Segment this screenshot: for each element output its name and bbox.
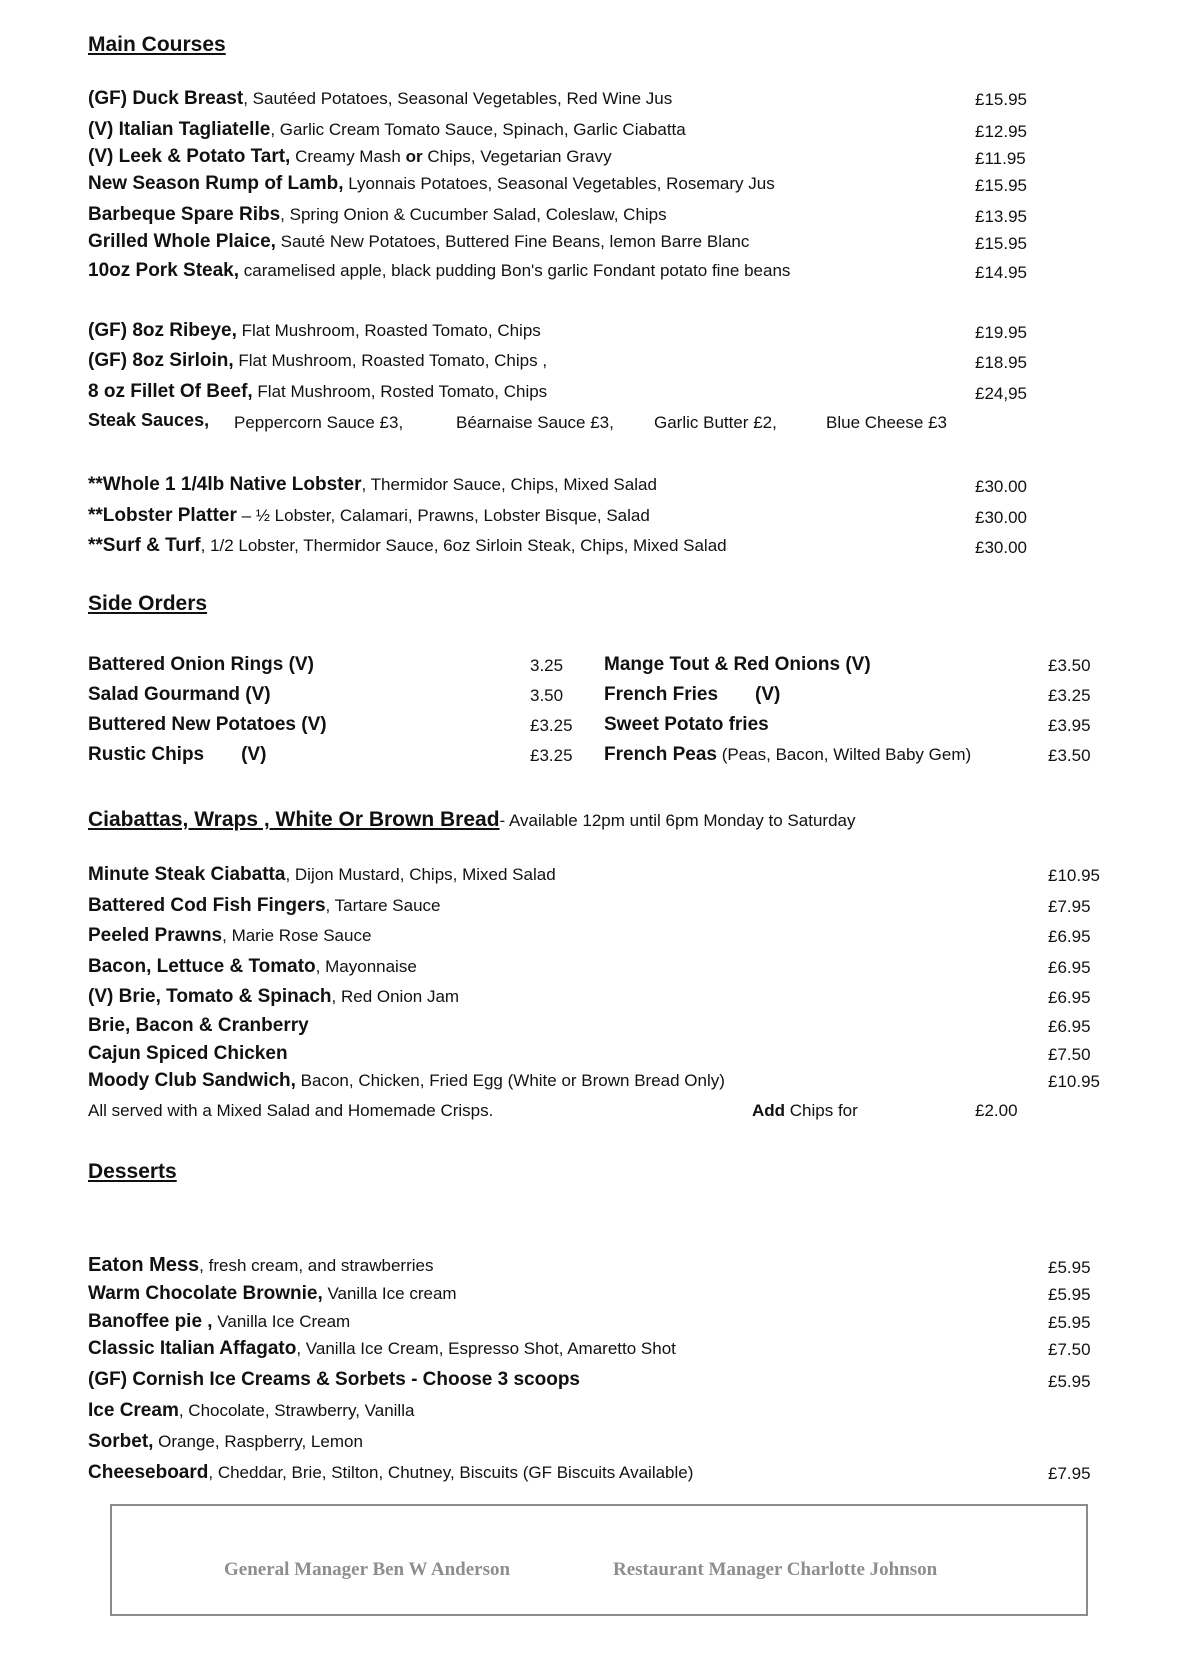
menu-item: Banoffee pie , Vanilla Ice Cream [88,1311,351,1332]
menu-item: (GF) 8oz Sirloin, Flat Mushroom, Roasted Tomato, Chips , [88,350,548,371]
main-courses-heading: Main Courses [88,33,226,56]
steak-sauce-option: Peppercorn Sauce £3, [234,413,404,432]
steak-sauces-row: Steak Sauces, [88,410,210,430]
menu-item-price: £5.95 [1048,1372,1091,1391]
menu-item: 10oz Pork Steak, caramelised apple, black pudding Bon's garlic Fondant potato fine beans [88,260,791,281]
menu-item: (V) Leek & Potato Tart, Creamy Mash or Chips, Vegetarian Gravy [88,146,612,167]
menu-item: Peeled Prawns, Marie Rose Sauce [88,925,372,946]
menu-item: **Whole 1 1/4lb Native Lobster, Thermidor Sauce, Chips, Mixed Salad [88,474,657,495]
steak-sauce-option: Garlic Butter £2, [654,413,777,432]
side-item-price: 3.25 [530,656,564,675]
menu-item-price: £6.95 [1048,958,1091,977]
menu-item-price: £7.95 [1048,897,1091,916]
steak-sauce-option: Béarnaise Sauce £3, [456,413,614,432]
menu-item-price: £15.95 [975,176,1027,195]
side-orders-heading: Side Orders [88,592,208,615]
menu-item: Battered Cod Fish Fingers, Tartare Sauce [88,895,441,916]
menu-item-price: £7.95 [1048,1464,1091,1483]
menu-item-price: £6.95 [1048,988,1091,1007]
general-manager: General Manager Ben W Anderson [224,1559,511,1580]
menu-item: (GF) 8oz Ribeye, Flat Mushroom, Roasted Tomato, Chips [88,320,541,341]
menu-item-price: £30.00 [975,508,1027,527]
menu-item: Moody Club Sandwich, Bacon, Chicken, Fried Egg (White or Brown Bread Only) [88,1070,725,1091]
side-item-price: £3.50 [1048,656,1091,675]
restaurant-manager: Restaurant Manager Charlotte Johnson [613,1559,938,1580]
side-item-price: £3.25 [530,746,573,765]
menu-item-price: £30.00 [975,538,1027,557]
menu-item: 8 oz Fillet Of Beef, Flat Mushroom, Rosted Tomato, Chips [88,381,548,402]
side-item-price: £3.25 [530,716,573,735]
served-note: All served with a Mixed Salad and Homemade Crisps. [88,1101,494,1120]
menu-item: Grilled Whole Plaice, Sauté New Potatoes, Buttered Fine Beans, lemon Barre Blanc [88,231,750,252]
menu-item: Ice Cream, Chocolate, Strawberry, Vanilla [88,1400,415,1421]
add-chips-price: £2.00 [975,1101,1018,1120]
side-item: Buttered New Potatoes (V) [88,714,327,735]
menu-item-price: £14.95 [975,263,1027,282]
side-item: Sweet Potato fries [604,714,769,735]
menu-item-price: £15.95 [975,90,1027,109]
side-item: French Peas (Peas, Bacon, Wilted Baby Gem) [604,744,972,765]
menu-item: New Season Rump of Lamb, Lyonnais Potatoes, Seasonal Vegetables, Rosemary Jus [88,173,775,194]
menu-item-price: £6.95 [1048,927,1091,946]
menu-item: (V) Brie, Tomato & Spinach, Red Onion Jam [88,986,460,1007]
menu-item: Bacon, Lettuce & Tomato, Mayonnaise [88,956,417,977]
menu-item-price: £19.95 [975,323,1027,342]
ciabattas-heading: Ciabattas, Wraps , White Or Brown Bread [88,808,500,831]
menu-item: Cheeseboard, Cheddar, Brie, Stilton, Chutney, Biscuits (GF Biscuits Available) [88,1462,694,1483]
menu-item: (GF) Duck Breast, Sautéed Potatoes, Seasonal Vegetables, Red Wine Jus [88,88,673,109]
menu-item-price: £13.95 [975,207,1027,226]
side-item-price: £3.25 [1048,686,1091,705]
menu-item-price: £15.95 [975,234,1027,253]
menu-item: Minute Steak Ciabatta, Dijon Mustard, Chips, Mixed Salad [88,864,556,885]
side-item: Mange Tout & Red Onions (V) [604,654,871,675]
menu-item-price: £7.50 [1048,1045,1091,1064]
side-item-price: £3.50 [1048,746,1091,765]
menu-item: Eaton Mess, fresh cream, and strawberries [88,1254,434,1276]
menu-item-price: £18.95 [975,353,1027,372]
ciabattas-heading-row [88,808,855,832]
menu-item: **Surf & Turf, 1/2 Lobster, Thermidor Sauce, 6oz Sirloin Steak, Chips, Mixed Salad [88,535,727,556]
menu-item: Sorbet, Orange, Raspberry, Lemon [88,1431,363,1452]
menu-item: Classic Italian Affagato, Vanilla Ice Cream, Espresso Shot, Amaretto Shot [88,1338,676,1359]
menu-item-price: £10.95 [1048,1072,1100,1091]
add-chips-note: Add Chips for [752,1101,858,1120]
menu-item-price: £5.95 [1048,1258,1091,1277]
menu-item: Brie, Bacon & Cranberry [88,1015,309,1036]
side-item: French Fries (V) [604,684,781,705]
menu-item: **Lobster Platter – ½ Lobster, Calamari, Prawns, Lobster Bisque, Salad [88,505,650,526]
availability-note: - Available 12pm until 6pm Monday to Saturday [499,811,856,830]
menu-item: Barbeque Spare Ribs, Spring Onion & Cucumber Salad, Coleslaw, Chips [88,204,667,225]
menu-item-price: £7.50 [1048,1340,1091,1359]
side-item: Battered Onion Rings (V) [88,654,314,675]
menu-item: (V) Italian Tagliatelle, Garlic Cream Tomato Sauce, Spinach, Garlic Ciabatta [88,119,686,140]
side-item: Rustic Chips (V) [88,744,267,765]
menu-item-price: £30.00 [975,477,1027,496]
menu-item-price: £6.95 [1048,1017,1091,1036]
menu-item-price: £12.95 [975,122,1027,141]
menu-item: Warm Chocolate Brownie, Vanilla Ice cream [88,1283,457,1304]
menu-item-price: £24,95 [975,384,1027,403]
menu-item-price: £10.95 [1048,866,1100,885]
side-item-price: £3.95 [1048,716,1091,735]
menu-item: (GF) Cornish Ice Creams & Sorbets - Choose 3 scoops [88,1369,580,1390]
menu-item-price: £5.95 [1048,1285,1091,1304]
side-item: Salad Gourmand (V) [88,684,271,705]
steak-sauce-option: Blue Cheese £3 [826,413,947,432]
desserts-heading: Desserts [88,1160,177,1183]
menu-item-price: £11.95 [975,149,1026,168]
menu-item: Cajun Spiced Chicken [88,1043,288,1064]
menu-item-price: £5.95 [1048,1313,1091,1332]
side-item-price: 3.50 [530,686,564,705]
